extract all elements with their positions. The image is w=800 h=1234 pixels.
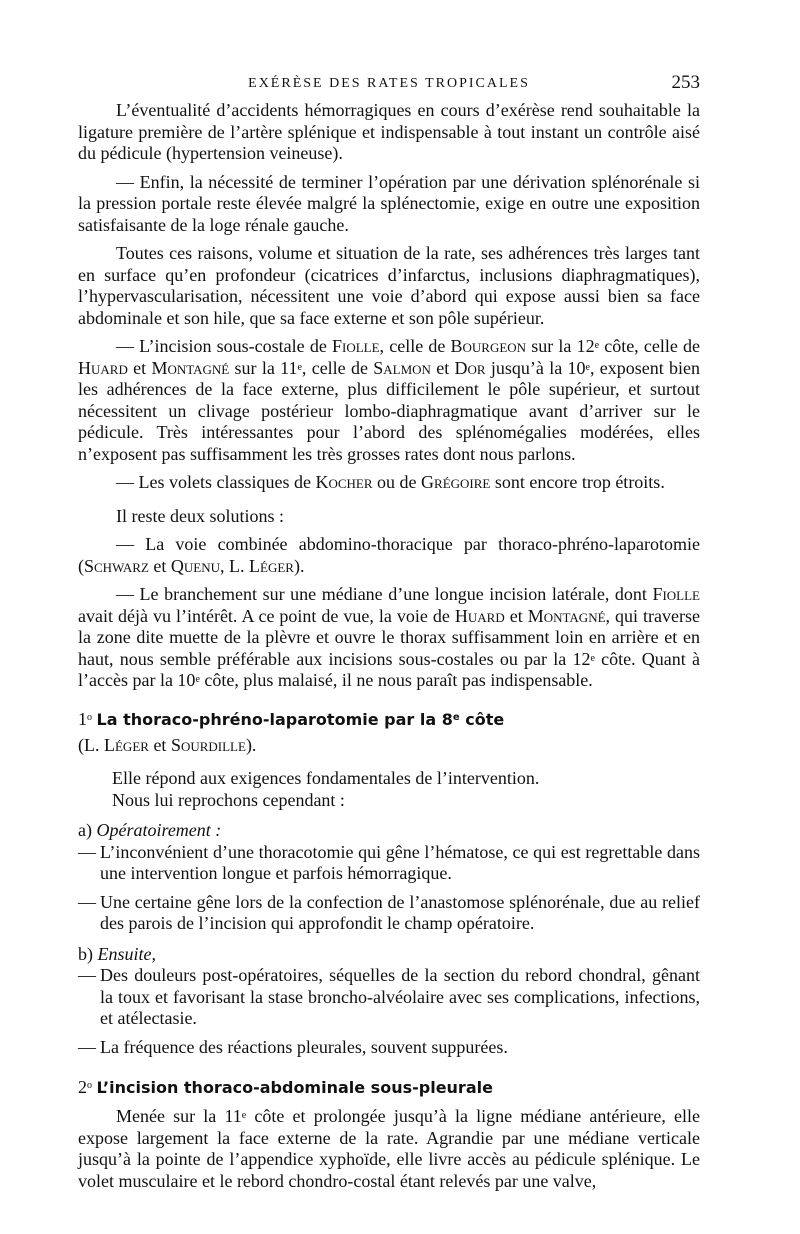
paragraph-two-solutions: Il reste deux solutions : <box>116 505 284 526</box>
section-title: L’incision thoraco-abdominale sous-pleurale <box>96 1078 493 1097</box>
list-item: — Des douleurs post-opératoires, séquelles de la section du rebord chondral, gênant la toux et favorisant la stase broncho-alvéolaire avec ses complications, infections, et atélectasie. <box>78 965 700 1028</box>
section-title: La thoraco-phréno-laparotomie par la 8e côte <box>96 709 505 729</box>
paragraph-classic-flaps: — Les volets classiques de Kocher ou de Grégoire sont encore trop étroits. <box>116 472 665 492</box>
section-heading-1: 1$^o$ La thoraco-phréno-laparotomie par la 8e côte <box>78 708 505 729</box>
author-name: Montagné <box>151 357 230 378</box>
paragraph-hemorrhage: L’éventualité d’accidents hémorragiques en cours d’exérèse rend souhaitable la ligature première de l’artère splénique et indispensable à tout instant un contrôle aisé du pédicule (hypertension veineuse). <box>78 100 700 163</box>
author-name: Huard <box>78 357 128 378</box>
author-name: Schwarz <box>84 555 149 576</box>
section-intro: Elle répond aux exigences fondamentales de l’intervention. <box>112 768 540 788</box>
list-item: — L’inconvénient d’une thoracotomie qui gêne l’hématose, ce qui est regrettable dans une intervention longue et parfois hémorragique. <box>78 841 700 883</box>
page-number: 253 <box>671 72 700 93</box>
section-heading-2: 2$^o$ L’incision thoraco-abdominale sous-pleurale <box>78 1077 493 1097</box>
paragraph-lateral-incision: — Le branchement sur une médiane d’une longue incision latérale, dont Fiolle avait déjà vu l’intérêt. A ce point de vue, la voie de Huard et Montagné, qui traverse la zone dite muette de la plèvre et ouvre le thorax suffisamment loin en arrière et en haut, nous semble préférable aux incisions sous-costales ou par la 12e côte. Quant à l’accès par la 10e côte, plus malaisé, il ne nous paraît pas indispensable. <box>78 584 700 690</box>
list-item: — Une certaine gêne lors de la confection de l’anastomose splénorénale, due au relief des parois de l’incision qui approfondit le champ opératoire. <box>78 891 700 933</box>
running-title: EXÉRÈSE DES RATES TROPICALES <box>248 76 530 91</box>
section-authors: (L. Léger et Sourdille). <box>78 734 257 755</box>
paragraph-combined-approach: — La voie combinée abdomino-thoracique par thoraco-phréno-laparotomie (Schwarz et Quenu, L. Léger). <box>78 534 700 576</box>
author-name: Léger <box>104 734 149 755</box>
author-name: Fiolle <box>331 336 380 356</box>
subsection-a: a) Opératoirement : <box>78 820 222 840</box>
author-name: Fiolle <box>652 584 700 604</box>
list-item: — La fréquence des réactions pleurales, souvent suppurées. <box>78 1036 508 1057</box>
paragraph-reasons: Toutes ces raisons, volume et situation de la rate, ses adhérences très larges tant en surface qu’en profondeur (cicatrices d’infarctus, inclusions diaphragmatiques), l’hypervascularisation, nécessitent une voie d’abord qui expose aussi bien sa face abdominale et son hile, que sa face externe et son pôle supérieur. <box>78 243 700 328</box>
author-name: Bourgeon <box>450 336 527 356</box>
paragraph-subpleural-incision: Menée sur la 11e côte et prolongée jusqu’à la ligne médiane antérieure, elle expose largement la face externe de la rate. Agrandie par une médiane verticale jusqu’à la pointe de l’appendice xyphoïde, elle livre accès au pédicule splénique. Le volet musculaire et le rebord chondro-costal étant relevés par une valve, <box>78 1106 700 1191</box>
author-name: Sourdille <box>170 734 246 755</box>
author-name: Kocher <box>315 472 373 492</box>
author-name: Quenu <box>170 555 221 576</box>
author-name: Dor <box>454 357 486 378</box>
running-header <box>78 72 700 100</box>
author-name: Montagné <box>527 605 606 626</box>
author-name: Grégoire <box>421 472 491 492</box>
author-name: Léger <box>249 555 294 576</box>
paragraph-derivation: — Enfin, la nécessité de terminer l’opération par une dérivation splénorénale si la pression portale reste élevée malgré la splénectomie, exige en outre une exposition satisfaisante de la loge rénale gauche. <box>78 171 700 235</box>
section-intro: Nous lui reprochons cependant : <box>112 789 345 810</box>
subsection-b: b) Ensuite, <box>78 943 156 964</box>
author-name: Huard <box>454 605 505 626</box>
paragraph-subcostal-incisions: — L’incision sous-costale de Fiolle, celle de Bourgeon sur la 12e côte, celle de Huard et Montagné sur la 11e, celle de Salmon et Dor jusqu’à la 10e, exposent bien les adhérences de la face externe, plus difficilement le pôle supérieur, et surtout nécessitent un clivage postérieur lombo-diaphragmatique avant d’arriver sur le pédicule. Très intéressantes pour l’abord des splénomégalies modérées, elles n’exposent pas suffisamment les très grosses rates dont nous parlons. <box>78 336 701 464</box>
author-name: Salmon <box>373 357 431 378</box>
